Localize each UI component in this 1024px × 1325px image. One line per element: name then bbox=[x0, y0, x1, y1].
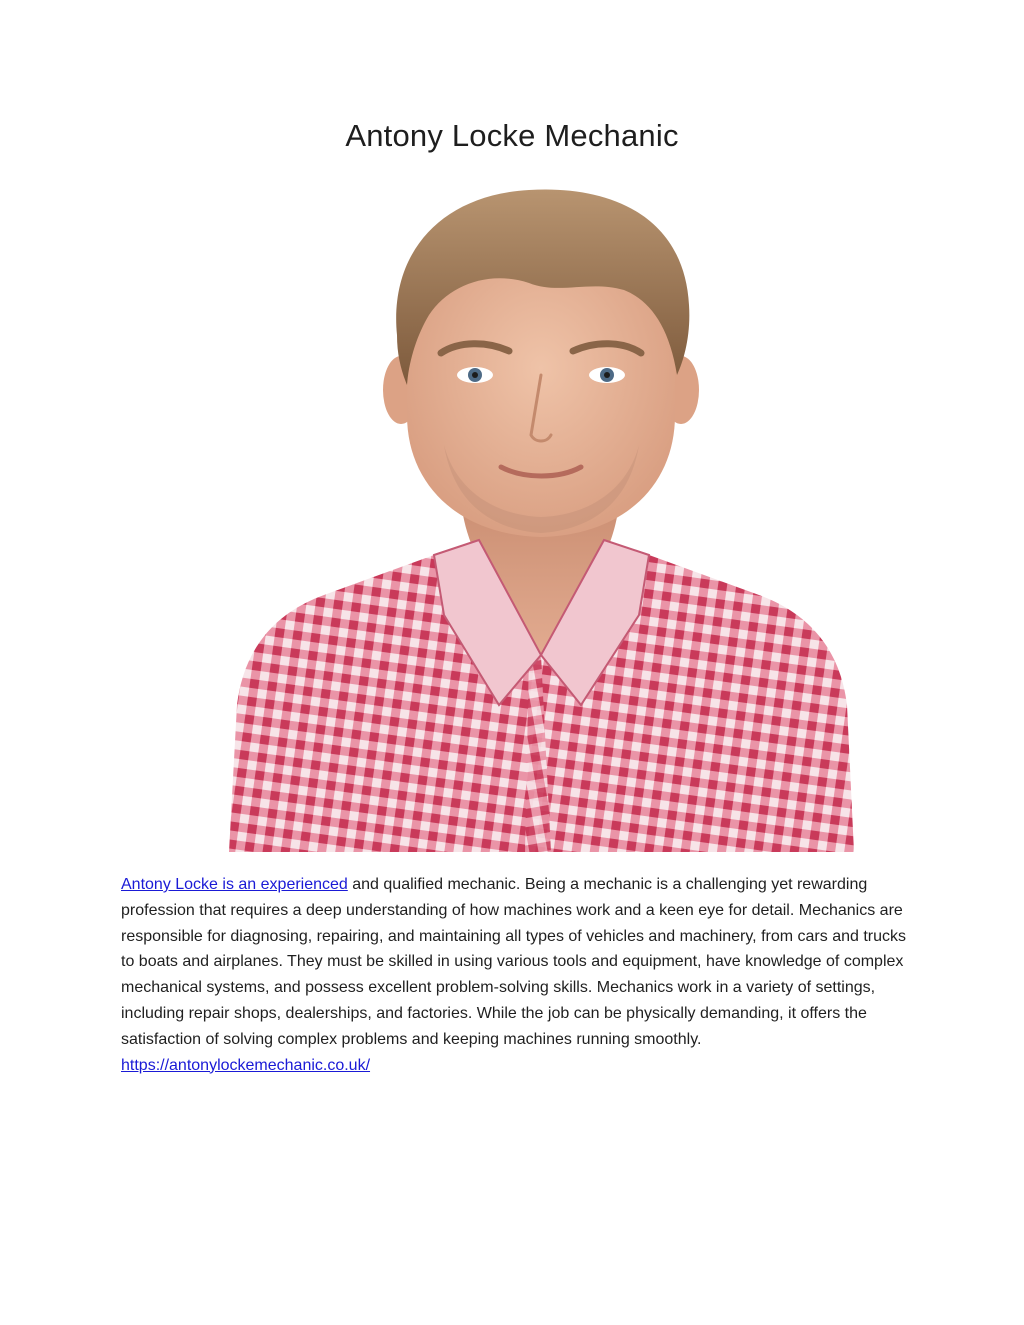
portrait-photo bbox=[229, 185, 854, 852]
paragraph-text: and qualified mechanic. Being a mechanic is a challenging yet rewarding profession that requires a deep understanding of how machines work and a keen eye for detail. Mechanics are responsible for diagnosing, repairing, and maintaining all types of vehicles and machinery, from cars and trucks to boats and airplanes. They must be skilled in using various tools and equipment, have knowledge of complex mechanical systems, and possess excellent problem-solving skills. Mechanics work in a variety of settings, including repair shops, dealerships, and factories. While the job can be physically demanding, it offers the satisfaction of solving complex problems and keeping machines running smoothly. bbox=[121, 876, 906, 1048]
intro-link[interactable]: Antony Locke is an experienced bbox=[121, 876, 348, 893]
body-paragraph bbox=[121, 872, 911, 1078]
website-link[interactable]: https://antonylockemechanic.co.uk/ bbox=[121, 1056, 371, 1074]
page-title: Antony Locke Mechanic bbox=[345, 118, 679, 153]
portrait-illustration bbox=[229, 185, 854, 852]
